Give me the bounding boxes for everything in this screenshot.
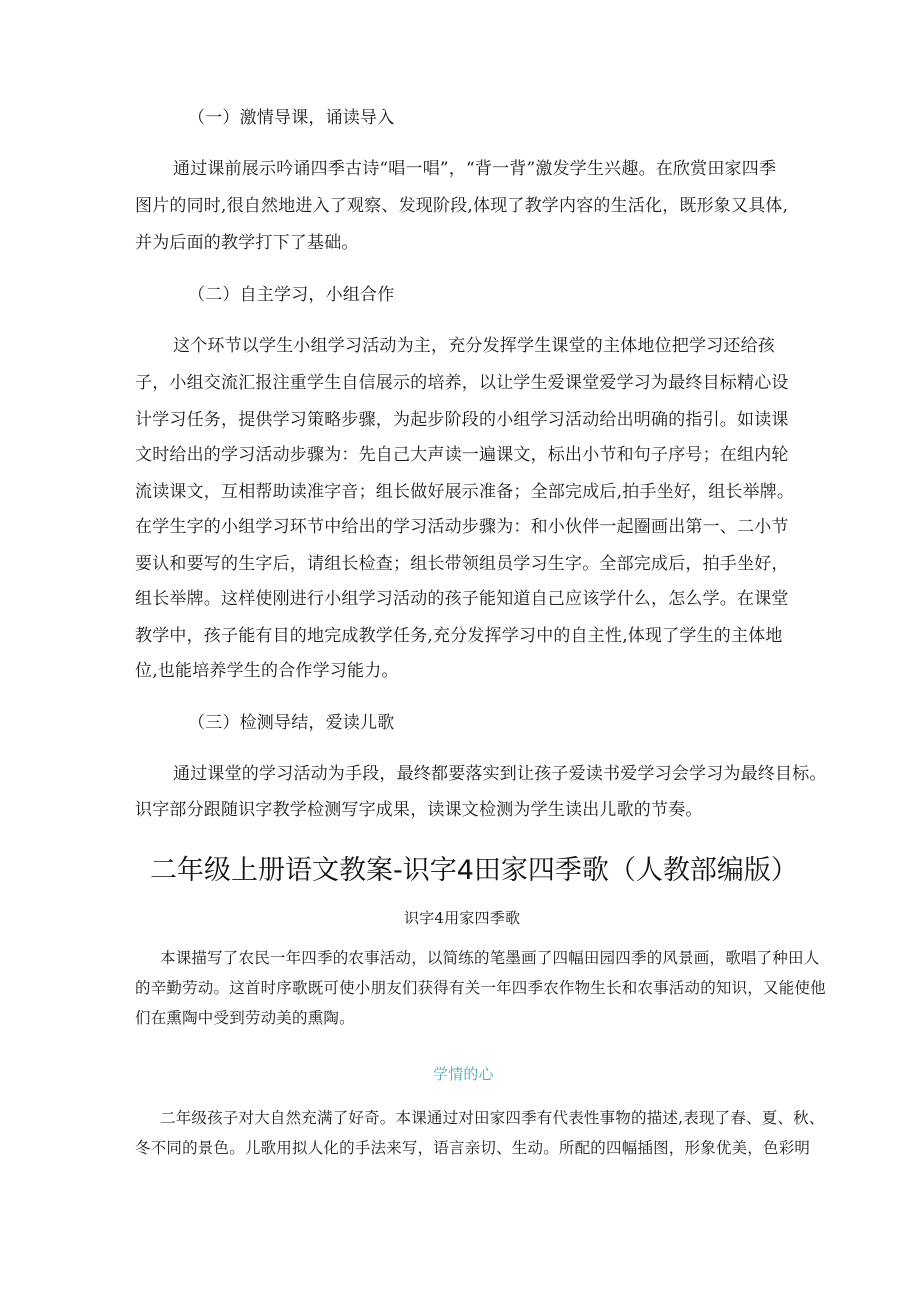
paragraph-line: 流读课文，互相帮助读准字音；组长做好展示准备；全部完成后,拍手坐好，组长举牌。: [135, 482, 795, 502]
paragraph-line: 教学中，孩子能有目的地完成教学任务,充分发挥学习中的自主性,体现了学生的主体地: [135, 626, 783, 646]
section-heading-3: （三）检测导结，爱读儿歌: [188, 713, 395, 733]
paragraph-line: 通过课堂的学习活动为手段，最终都要落实到让孩子爱读书爱学习会学习为最终目标。: [173, 764, 827, 784]
paragraph-line: 子，小组交流汇报注重学生自信展示的培养，以让学生爱课堂爱学习为最终目标精心设: [135, 373, 789, 393]
paragraph-line: 冬不同的景色。儿歌用拟人化的手法来写，语言亲切、生动。所配的四幅插图，形象优美，色彩明: [135, 1139, 811, 1157]
paragraph-line: 并为后面的教学打下了基础。: [135, 233, 359, 253]
paragraph-line: 本课描写了农民一年四季的农事活动，以简练的笔墨画了四幅田园四季的风景画，歌唱了种田人: [160, 949, 820, 967]
paragraph-line: 文时给出的学习活动步骤为：先自己大声读一遍课文，标出小节和句子序号；在组内轮: [135, 445, 789, 465]
paragraph-line: 计学习任务，提供学习策略步骤，为起步阶段的小组学习活动给出明确的指引。如读课: [135, 410, 789, 430]
paragraph-line: 们在熏陶中受到劳动美的熏陶。: [135, 1009, 355, 1027]
paragraph-line: 图片的同时,很自然地进入了观察、发现阶段,体现了教学内容的生活化，既形象又具体,: [135, 196, 789, 216]
lesson-subtitle: 识字4用家四季歌: [404, 909, 521, 927]
paragraph-line: 位,也能培养学生的合作学习能力。: [135, 661, 399, 681]
paragraph-line: 二年级孩子对大自然充满了好奇。本课通过对田家四季有代表性事物的描述,表现了春、夏、秋、: [160, 1109, 825, 1127]
section-heading-1: （一）激情导课，诵读导入: [188, 108, 395, 128]
section-heading-2: （二）自主学习，小组合作: [188, 285, 395, 305]
paragraph-line: 这个环节以学生小组学习活动为主，充分发挥学生课堂的主体地位把学习还给孩: [173, 336, 775, 356]
section-heading-learning-analysis: 学情的心: [433, 1065, 494, 1083]
paragraph-line: 在学生字的小组学习环节中给出的学习活动步骤为：和小伙伴一起圈画出第一、二小节: [135, 517, 789, 537]
paragraph-line: 通过课前展示吟诵四季古诗“唱一唱”，“背一背”激发学生兴趣。在欣赏田家四季: [173, 159, 777, 179]
document-title: 二年级上册语文教案-识字4田家四季歌（人教部编版）: [150, 855, 798, 886]
paragraph-line: 要认和要写的生字后，请组长检查；组长带领组员学习生字。全部完成后，拍手坐好，: [135, 554, 789, 574]
paragraph-line: 组长举牌。这样使刚进行小组学习活动的孩子能知道自己应该学什么，怎么学。在课堂: [135, 589, 789, 609]
paragraph-line: 的辛勤劳动。这首时序歌既可使小朋友们获得有关一年四季农作物生长和农事活动的知识，又能使他: [135, 979, 826, 997]
paragraph-line: 识字部分跟随识字教学检测写字成果，读课文检测为学生读出儿歌的节奏。: [135, 800, 703, 820]
